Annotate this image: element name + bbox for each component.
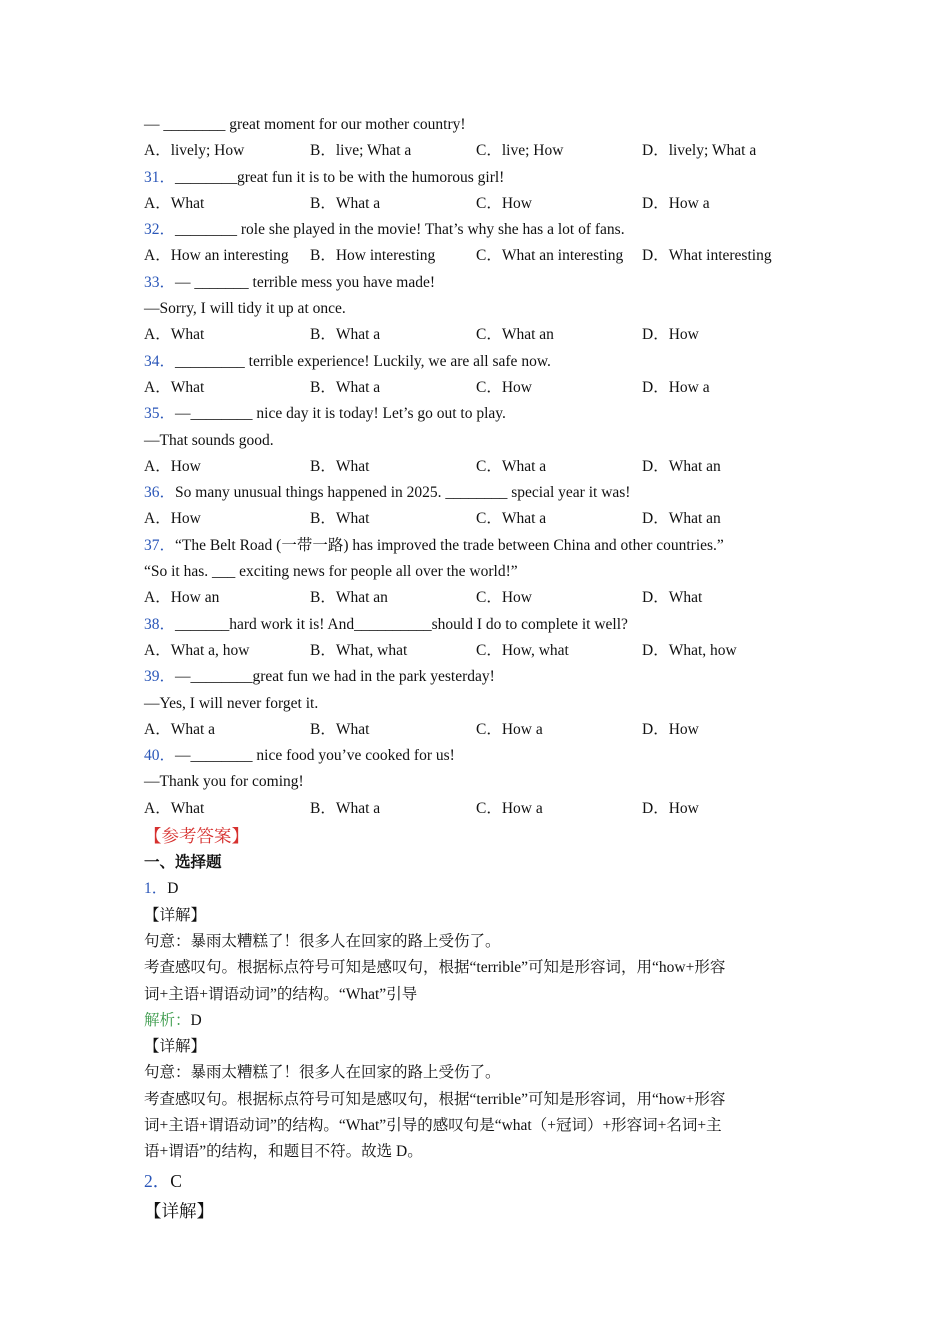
sentence-meaning: 句意：暴雨太糟糕了！很多人在回家的路上受伤了。 [144,1064,501,1082]
option-row [144,322,804,348]
option-a: A．What [144,194,205,212]
explanation-line: 考查感叹句。根据标点符号可知是感叹句，根据“terrible”可知是形容词，用“how+形容 [144,1090,726,1108]
option-a: A．What [144,378,205,396]
option-c: C．live; How [476,142,564,160]
question-dialogue-line [144,769,804,795]
question-text: So many unusual things happened in 2025. ________ special year it was! [175,484,631,502]
option-a: A．What [144,326,205,344]
option-c: C．How, what [476,641,569,659]
option-a: A．What [144,799,205,817]
option-row [144,585,804,611]
option-a: A．What a [144,720,216,738]
option-c: C．What a [476,457,547,475]
question-text: — _______ terrible mess you have made! [175,273,436,291]
question-number: 31． [144,168,176,186]
option-b: B．What [310,510,370,528]
question-stem [144,743,804,769]
question-text: —Thank you for coming! [144,773,304,791]
detail-label: 【详解】 [144,1200,214,1221]
analysis-line [144,1008,804,1034]
option-a: A．lively; How [144,142,245,160]
question-stem [144,664,804,690]
question-number: 38． [144,615,176,633]
option-c: C．How a [476,720,543,738]
question-number: 36． [144,484,176,502]
question-text: “So it has. ___ exciting news for people all over the world!” [144,563,518,581]
answer-2 [144,1166,804,1196]
option-a: A．How [144,457,201,475]
question-text: “The Belt Road (一带一路) has improved the trade between China and other countries.” [175,536,724,554]
option-row [144,138,804,164]
answer-number: 1． [144,880,168,898]
option-d: D．How a [642,194,710,212]
option-a: A．How an interesting [144,247,289,265]
option-c: C．How [476,194,532,212]
question-stem [144,349,804,375]
option-b: B．What a [310,326,381,344]
question-text: _________ terrible experience! Luckily, we are all safe now. [175,352,551,370]
option-b: B．What a [310,799,381,817]
option-a: A．What a, how [144,641,250,659]
explanation-line: 词+主语+谓语动词”的结构。“What”引导 [144,985,418,1003]
question-stem [144,217,804,243]
option-b: B．What a [310,194,381,212]
option-c: C．What an [476,326,554,344]
option-a: A．How [144,510,201,528]
option-b: B．live; What a [310,142,412,160]
analysis-value: D [190,1011,202,1029]
option-d: D．How a [642,378,710,396]
question-number: 39． [144,668,176,686]
option-b: B．What an [310,589,388,607]
question-number: 34． [144,352,176,370]
question-dialogue-line [144,691,804,717]
explanation-line: 词+主语+谓语动词”的结构。“What”引导的感叹句是“what（+冠词）+形容词+名词+主 [144,1116,722,1134]
answer-key-header: 【参考答案】 [144,826,249,847]
question-number: 40． [144,747,176,765]
question-dialogue-line [144,428,804,454]
option-d: D．What an [642,457,721,475]
option-a: A．How an [144,589,220,607]
question-stem: — ________ great moment for our mother country! [144,116,466,133]
option-d: D．How [642,799,699,817]
explanation-line: 语+谓语”的结构，和题目不符。故选 D。 [144,1143,423,1161]
option-c: C．What a [476,510,547,528]
option-row [144,796,804,822]
question-text: —Yes, I will never forget it. [144,694,319,712]
sentence-meaning: 句意：暴雨太糟糕了！很多人在回家的路上受伤了。 [144,932,501,950]
explanation-line: 考查感叹句。根据标点符号可知是感叹句，根据“terrible”可知是形容词，用“how+形容 [144,959,726,977]
option-row [144,506,804,532]
question-number: 33． [144,273,176,291]
option-c: C．What an interesting [476,247,624,265]
question-text: ________ role she played in the movie! That’s why she has a lot of fans. [175,221,625,239]
option-c: C．How a [476,799,543,817]
question-stem [144,612,804,638]
question-stem [144,480,804,506]
question-text: —That sounds good. [144,431,274,449]
option-row [144,717,804,743]
option-d: D．How [642,720,699,738]
question-stem [144,165,804,191]
question-stem [144,533,804,559]
option-b: B．What, what [310,641,408,659]
option-row [144,638,804,664]
question-text: —________ nice food you’ve cooked for us! [175,747,455,765]
option-d: D．What [642,589,703,607]
question-stem [144,401,804,427]
section-title: 一、选择题 [144,854,222,872]
question-list [144,165,804,822]
detail-label: 【详解】 [144,1038,207,1056]
option-d: D．How [642,326,699,344]
option-c: C．How [476,378,532,396]
option-d: D．What, how [642,641,737,659]
question-text: ________great fun it is to be with the humorous girl! [175,168,505,186]
answer-number: 2． [144,1170,171,1191]
option-row [144,375,804,401]
question-number: 35． [144,405,176,423]
option-d: D．What an [642,510,721,528]
answer-letter: C [170,1170,182,1191]
question-stem [144,270,804,296]
question-number: 37． [144,536,176,554]
question-number: 32． [144,221,176,239]
question-dialogue-line [144,559,804,585]
answer-letter: D [167,880,179,898]
detail-label: 【详解】 [144,906,207,924]
option-row [144,191,804,217]
option-d: D．What interesting [642,247,772,265]
option-row [144,243,804,269]
answer-1 [144,876,804,902]
option-b: B．What [310,720,370,738]
analysis-label: 解析： [144,1011,191,1029]
document-page [144,112,804,1226]
question-dialogue-line [144,296,804,322]
option-c: C．How [476,589,532,607]
option-b: B．What [310,457,370,475]
question-text: —________ nice day it is today! Let’s go out to play. [175,405,506,423]
question-text: —Sorry, I will tidy it up at once. [144,300,346,318]
option-d: D．lively; What a [642,142,757,160]
question-text: _______hard work it is! And__________should I do to complete it well? [175,615,628,633]
option-b: B．What a [310,378,381,396]
question-text: —________great fun we had in the park yesterday! [175,668,495,686]
option-b: B．How interesting [310,247,436,265]
option-row [144,454,804,480]
